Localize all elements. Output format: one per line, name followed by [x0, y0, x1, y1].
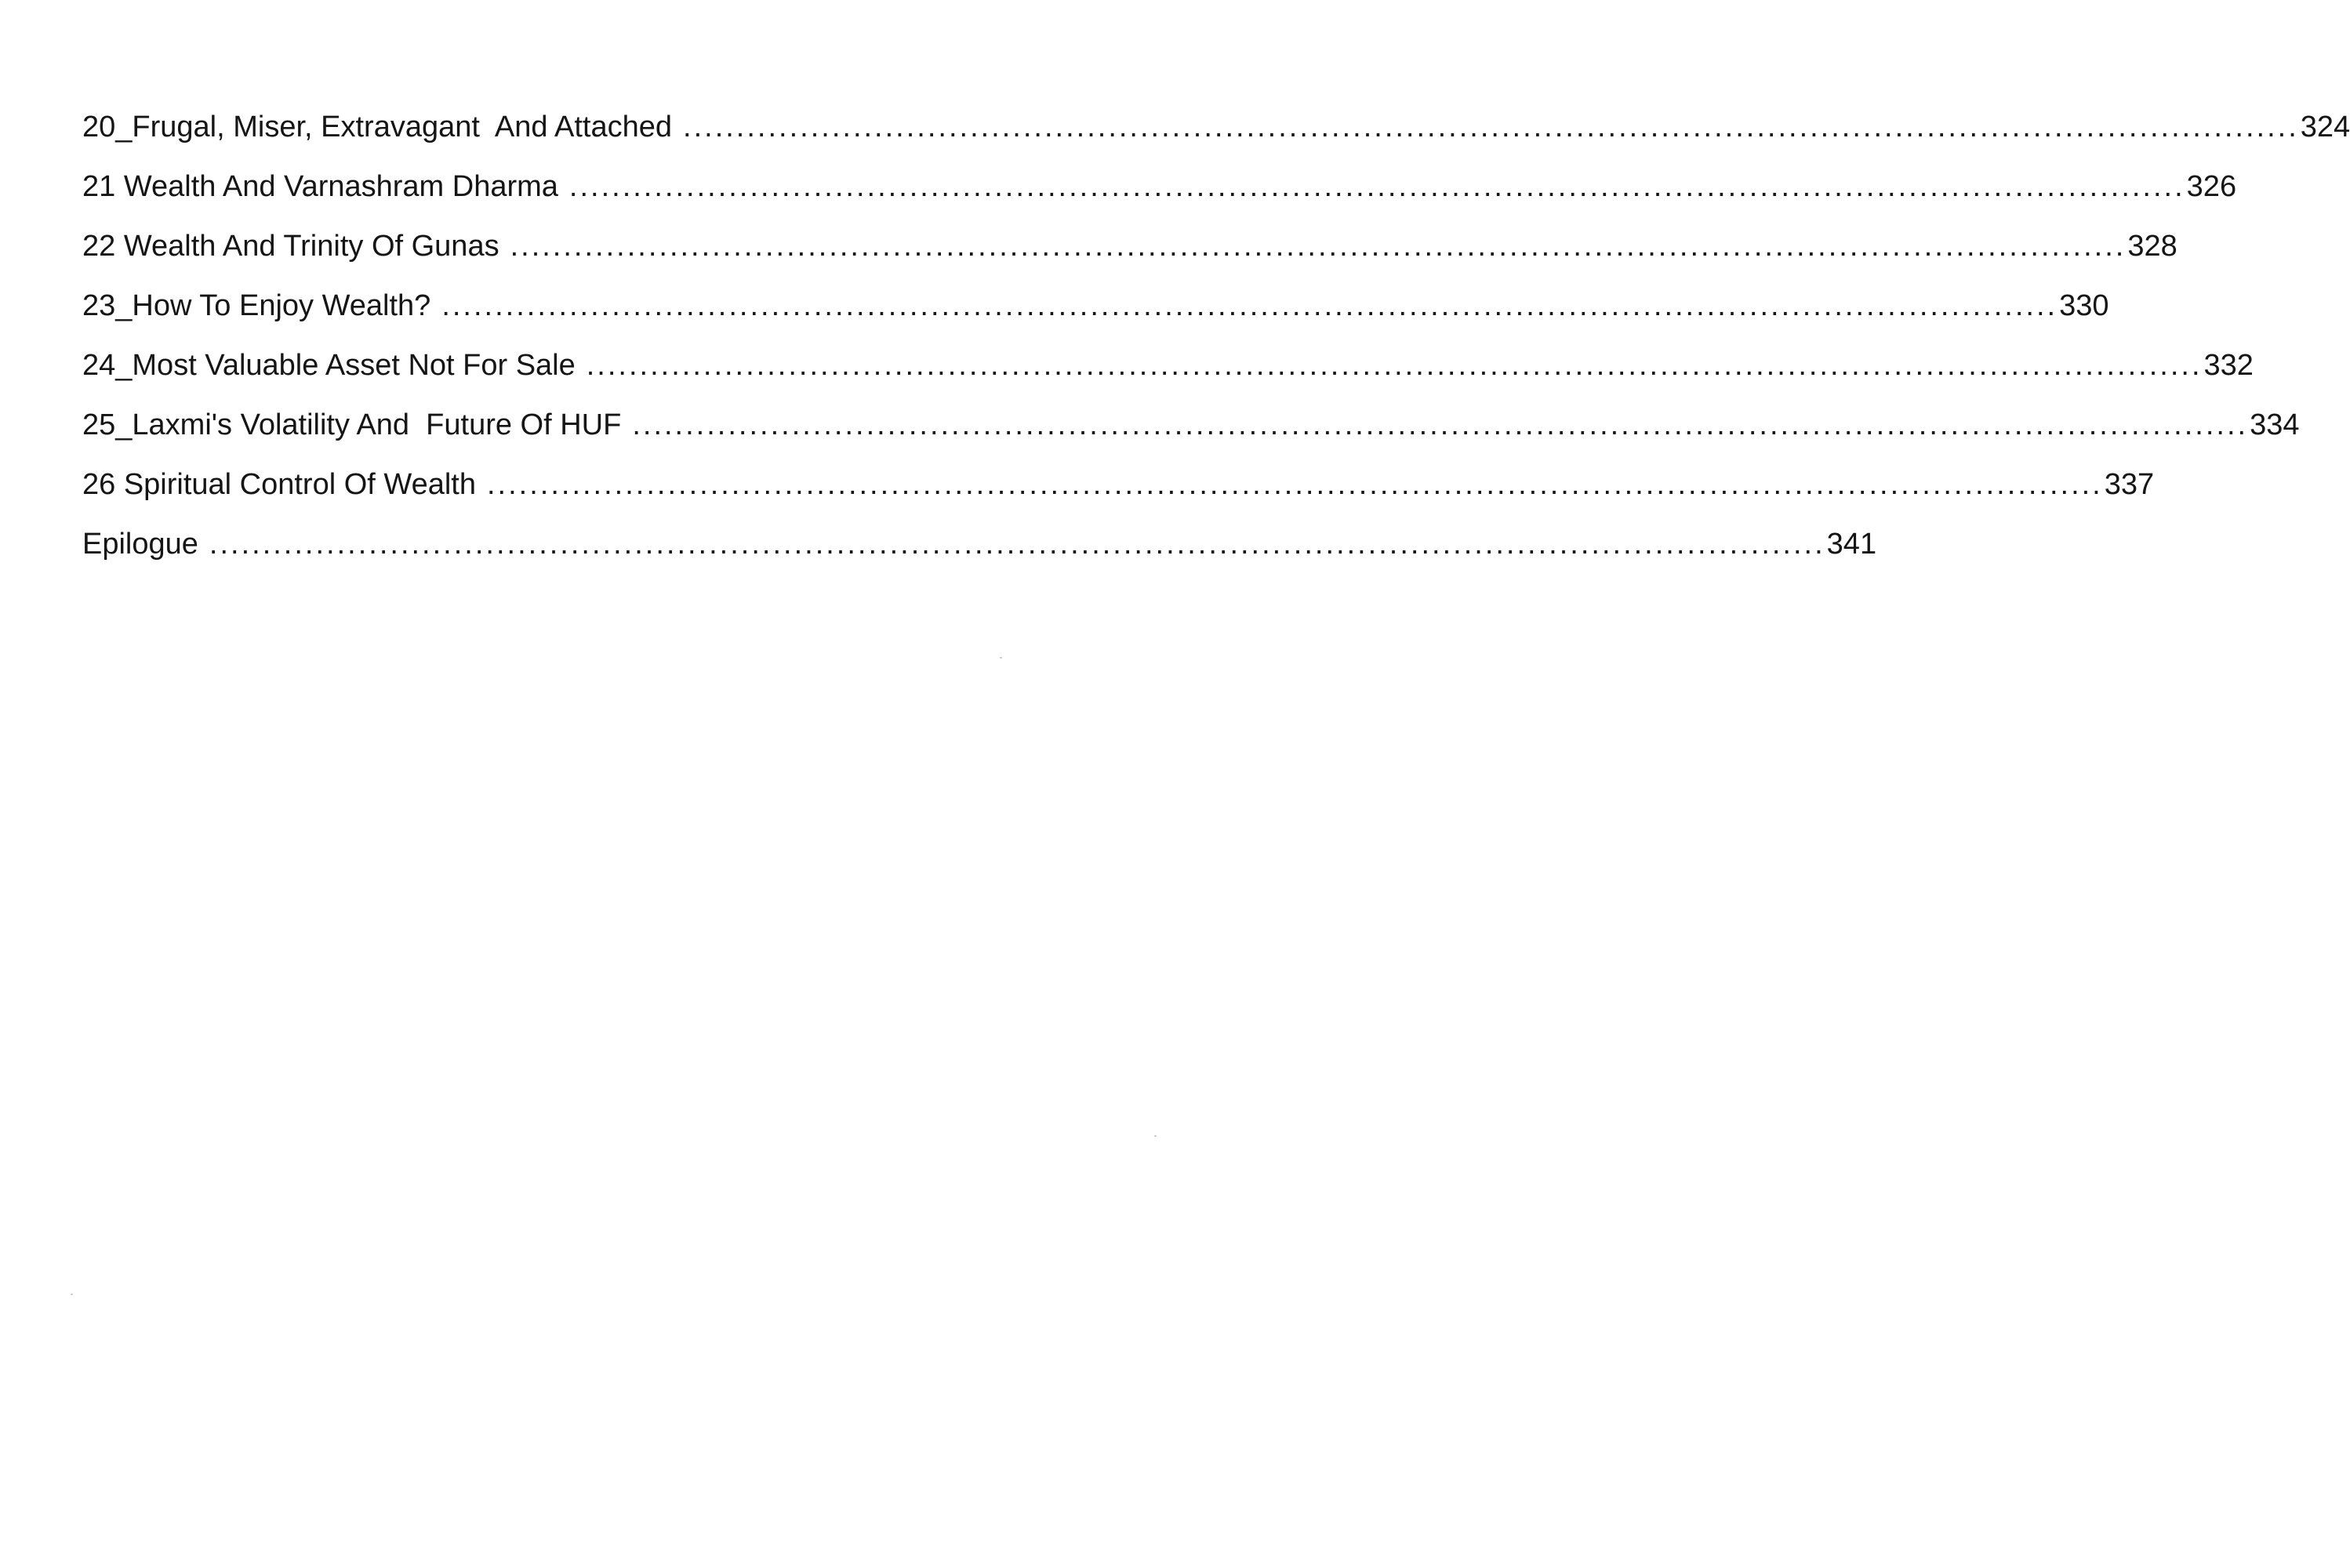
scan-speck [1154, 1135, 1157, 1137]
toc-entry-page-number: 330 [2059, 289, 2109, 322]
toc-entry [82, 348, 2254, 408]
scan-speck [1000, 657, 1002, 659]
toc-entry-title: Epilogue [82, 528, 198, 561]
toc-entry-page-number: 324 [2300, 111, 2350, 143]
toc-entry [82, 467, 2155, 527]
toc-entry-title: 20_Frugal, Miser, Extravagant And Attached [82, 111, 673, 143]
toc-entry-page-number: 328 [2127, 230, 2177, 263]
toc-dot-leader: ........................................................................................................................................................ [586, 349, 2203, 382]
toc-entry [82, 110, 2350, 169]
toc-dot-leader: ........................................................................................................................................................ [209, 528, 1825, 561]
toc-entry-title: 22 Wealth And Trinity Of Gunas [82, 230, 499, 263]
toc-entry-page-number: 337 [2104, 468, 2155, 501]
toc-entry [82, 289, 2109, 348]
toc-entry-page-number: 332 [2203, 349, 2254, 382]
toc-dot-leader: ........................................................................................................................................................ [510, 230, 2127, 263]
toc-entry-title: 23_How To Enjoy Wealth? [82, 289, 431, 322]
table-of-contents [82, 110, 2350, 586]
toc-entry-title: 21 Wealth And Varnashram Dharma [82, 170, 558, 203]
toc-entry [82, 527, 1877, 586]
toc-entry-page-number: 326 [2186, 170, 2237, 203]
toc-entry-title: 25_Laxmi's Volatility And Future Of HUF [82, 408, 622, 441]
toc-entry-title: 26 Spiritual Control Of Wealth [82, 468, 476, 501]
toc-dot-leader: ........................................................................................................................................................ [486, 468, 2103, 501]
toc-entry [82, 169, 2237, 229]
toc-entry-page-number: 334 [2250, 408, 2300, 441]
toc-entry [82, 408, 2300, 467]
scan-speck [71, 1294, 73, 1295]
toc-entry-page-number: 341 [1826, 528, 1877, 561]
toc-entry-title: 24_Most Valuable Asset Not For Sale [82, 349, 576, 382]
toc-dot-leader: ........................................................................................................................................................ [441, 289, 2058, 322]
toc-dot-leader: ........................................................................................................................................................ [568, 170, 2185, 203]
toc-dot-leader: ........................................................................................................................................................ [632, 408, 2249, 441]
toc-entry [82, 229, 2177, 289]
toc-dot-leader: ........................................................................................................................................................ [683, 111, 2299, 143]
